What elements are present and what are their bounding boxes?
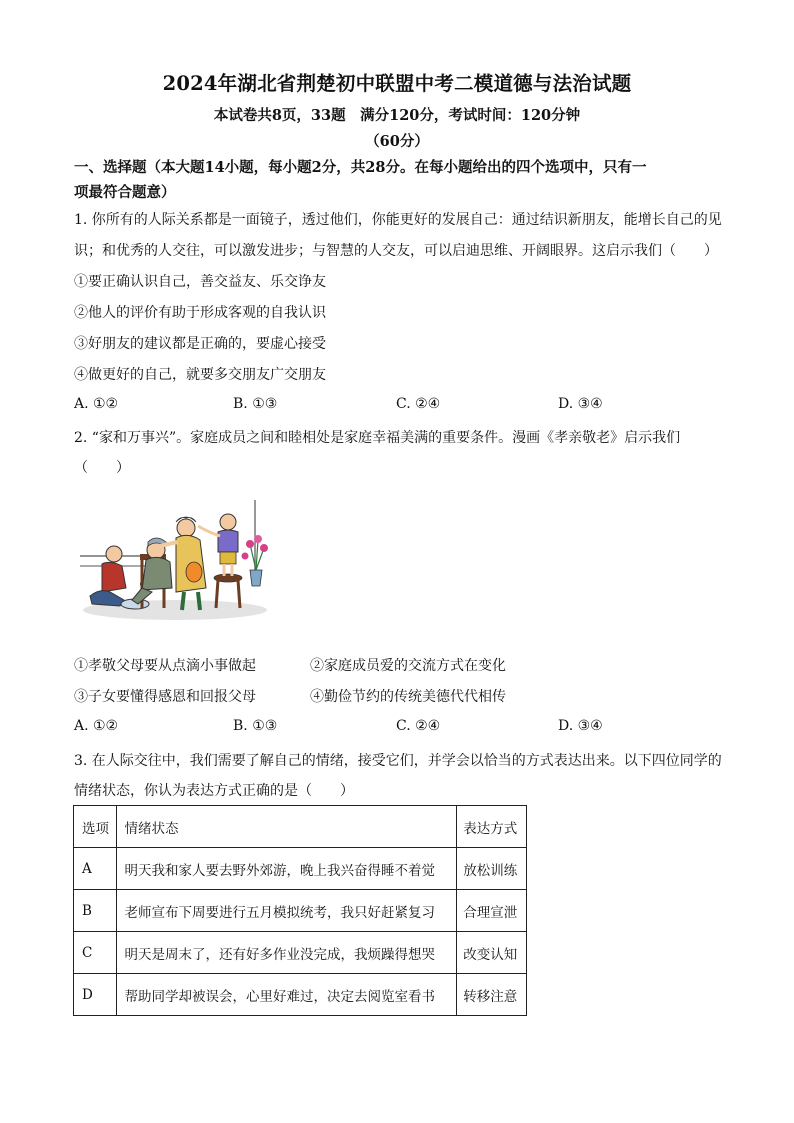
table-cell: 明天我和家人要去野外郊游，晚上我兴奋得睡不着觉 [117,848,457,890]
table-header-cell: 情绪状态 [117,806,457,848]
table-cell: 明天是周末了，还有好多作业没完成，我烦躁得想哭 [117,932,457,974]
exam-title: 2024年湖北省荆楚初中联盟中考二模道德与法治试题 [162,72,632,95]
table-cell: B [74,890,117,932]
q2-item: ②家庭成员爱的交流方式在变化 [310,658,506,674]
q3-stem-line1: 3. 在人际交往中，我们需要了解自己的情绪，接受它们，并学会以恰当的方式表达出来。以下四位同学的 [74,753,722,769]
table-cell: D [74,974,117,1016]
q1-item: ①要正确认识自己，善交益友、乐交诤友 [74,274,326,290]
emotion-table [73,805,527,1016]
table-cell: 老师宣布下周要进行五月模拟统考，我只好赶紧复习 [117,890,457,932]
table-cell: 转移注意 [457,974,527,1016]
q1-item: ③好朋友的建议都是正确的，要虚心接受 [74,336,326,352]
table-header-cell: 选项 [74,806,117,848]
section-score: （60分） [365,133,429,150]
table-cell: 帮助同学却被误会，心里好难过，决定去阅览室看书 [117,974,457,1016]
section-heading-line1: 一、选择题（本大题14小题，每小题2分，共28分。在每小题给出的四个选项中，只有一 [74,159,647,176]
q1-option-d: D. ③④ [558,396,603,412]
q2-option-d: D. ③④ [558,718,603,734]
exam-info: 本试卷共8页，33题 满分120分，考试时间：120分钟 [213,107,581,124]
q1-option-c: C. ②④ [396,396,441,412]
table-header-row [74,806,527,848]
q1-option-a: A. ①② [74,396,119,412]
q1-item: ④做更好的自己，就要多交朋友广交朋友 [74,367,326,383]
table-cell: 改变认知 [457,932,527,974]
filial-piety-cartoon [80,492,270,624]
q2-item: ①孝敬父母要从点滴小事做起 [74,658,256,674]
q2-stem-line1: 2. “家和万事兴”。家庭成员之间和睦相处是家庭幸福美满的重要条件。漫画《孝亲敬老》启示我们 [74,430,681,446]
table-cell: C [74,932,117,974]
section-heading-line2: 项最符合题意） [74,184,176,201]
table-cell: 放松训练 [457,848,527,890]
q1-stem-line1: 1. 你所有的人际关系都是一面镜子，透过他们，你能更好的发展自己：通过结识新朋友，能增长自己的见 [74,212,722,228]
table-header-cell: 表达方式 [457,806,527,848]
table-row [74,974,527,1016]
q2-option-c: C. ②④ [396,718,441,734]
table-cell: 合理宣泄 [457,890,527,932]
q2-option-a: A. ①② [74,718,119,734]
q2-stem-line2: （ ） [74,460,130,476]
table-cell: A [74,848,117,890]
q1-option-b: B. ①③ [233,396,278,412]
table-row [74,890,527,932]
table-row [74,848,527,890]
q1-stem-line2: 识；和优秀的人交往，可以激发进步；与智慧的人交友，可以启迪思维、开阔眼界。这启示我们（ ） [74,243,718,259]
table-row [74,932,527,974]
q3-stem-line2: 情绪状态，你认为表达方式正确的是（ ） [74,783,354,799]
q2-item: ④勤俭节约的传统美德代代相传 [310,689,506,705]
q1-item: ②他人的评价有助于形成客观的自我认识 [74,305,326,321]
q2-item: ③子女要懂得感恩和回报父母 [74,689,256,705]
q2-option-b: B. ①③ [233,718,278,734]
